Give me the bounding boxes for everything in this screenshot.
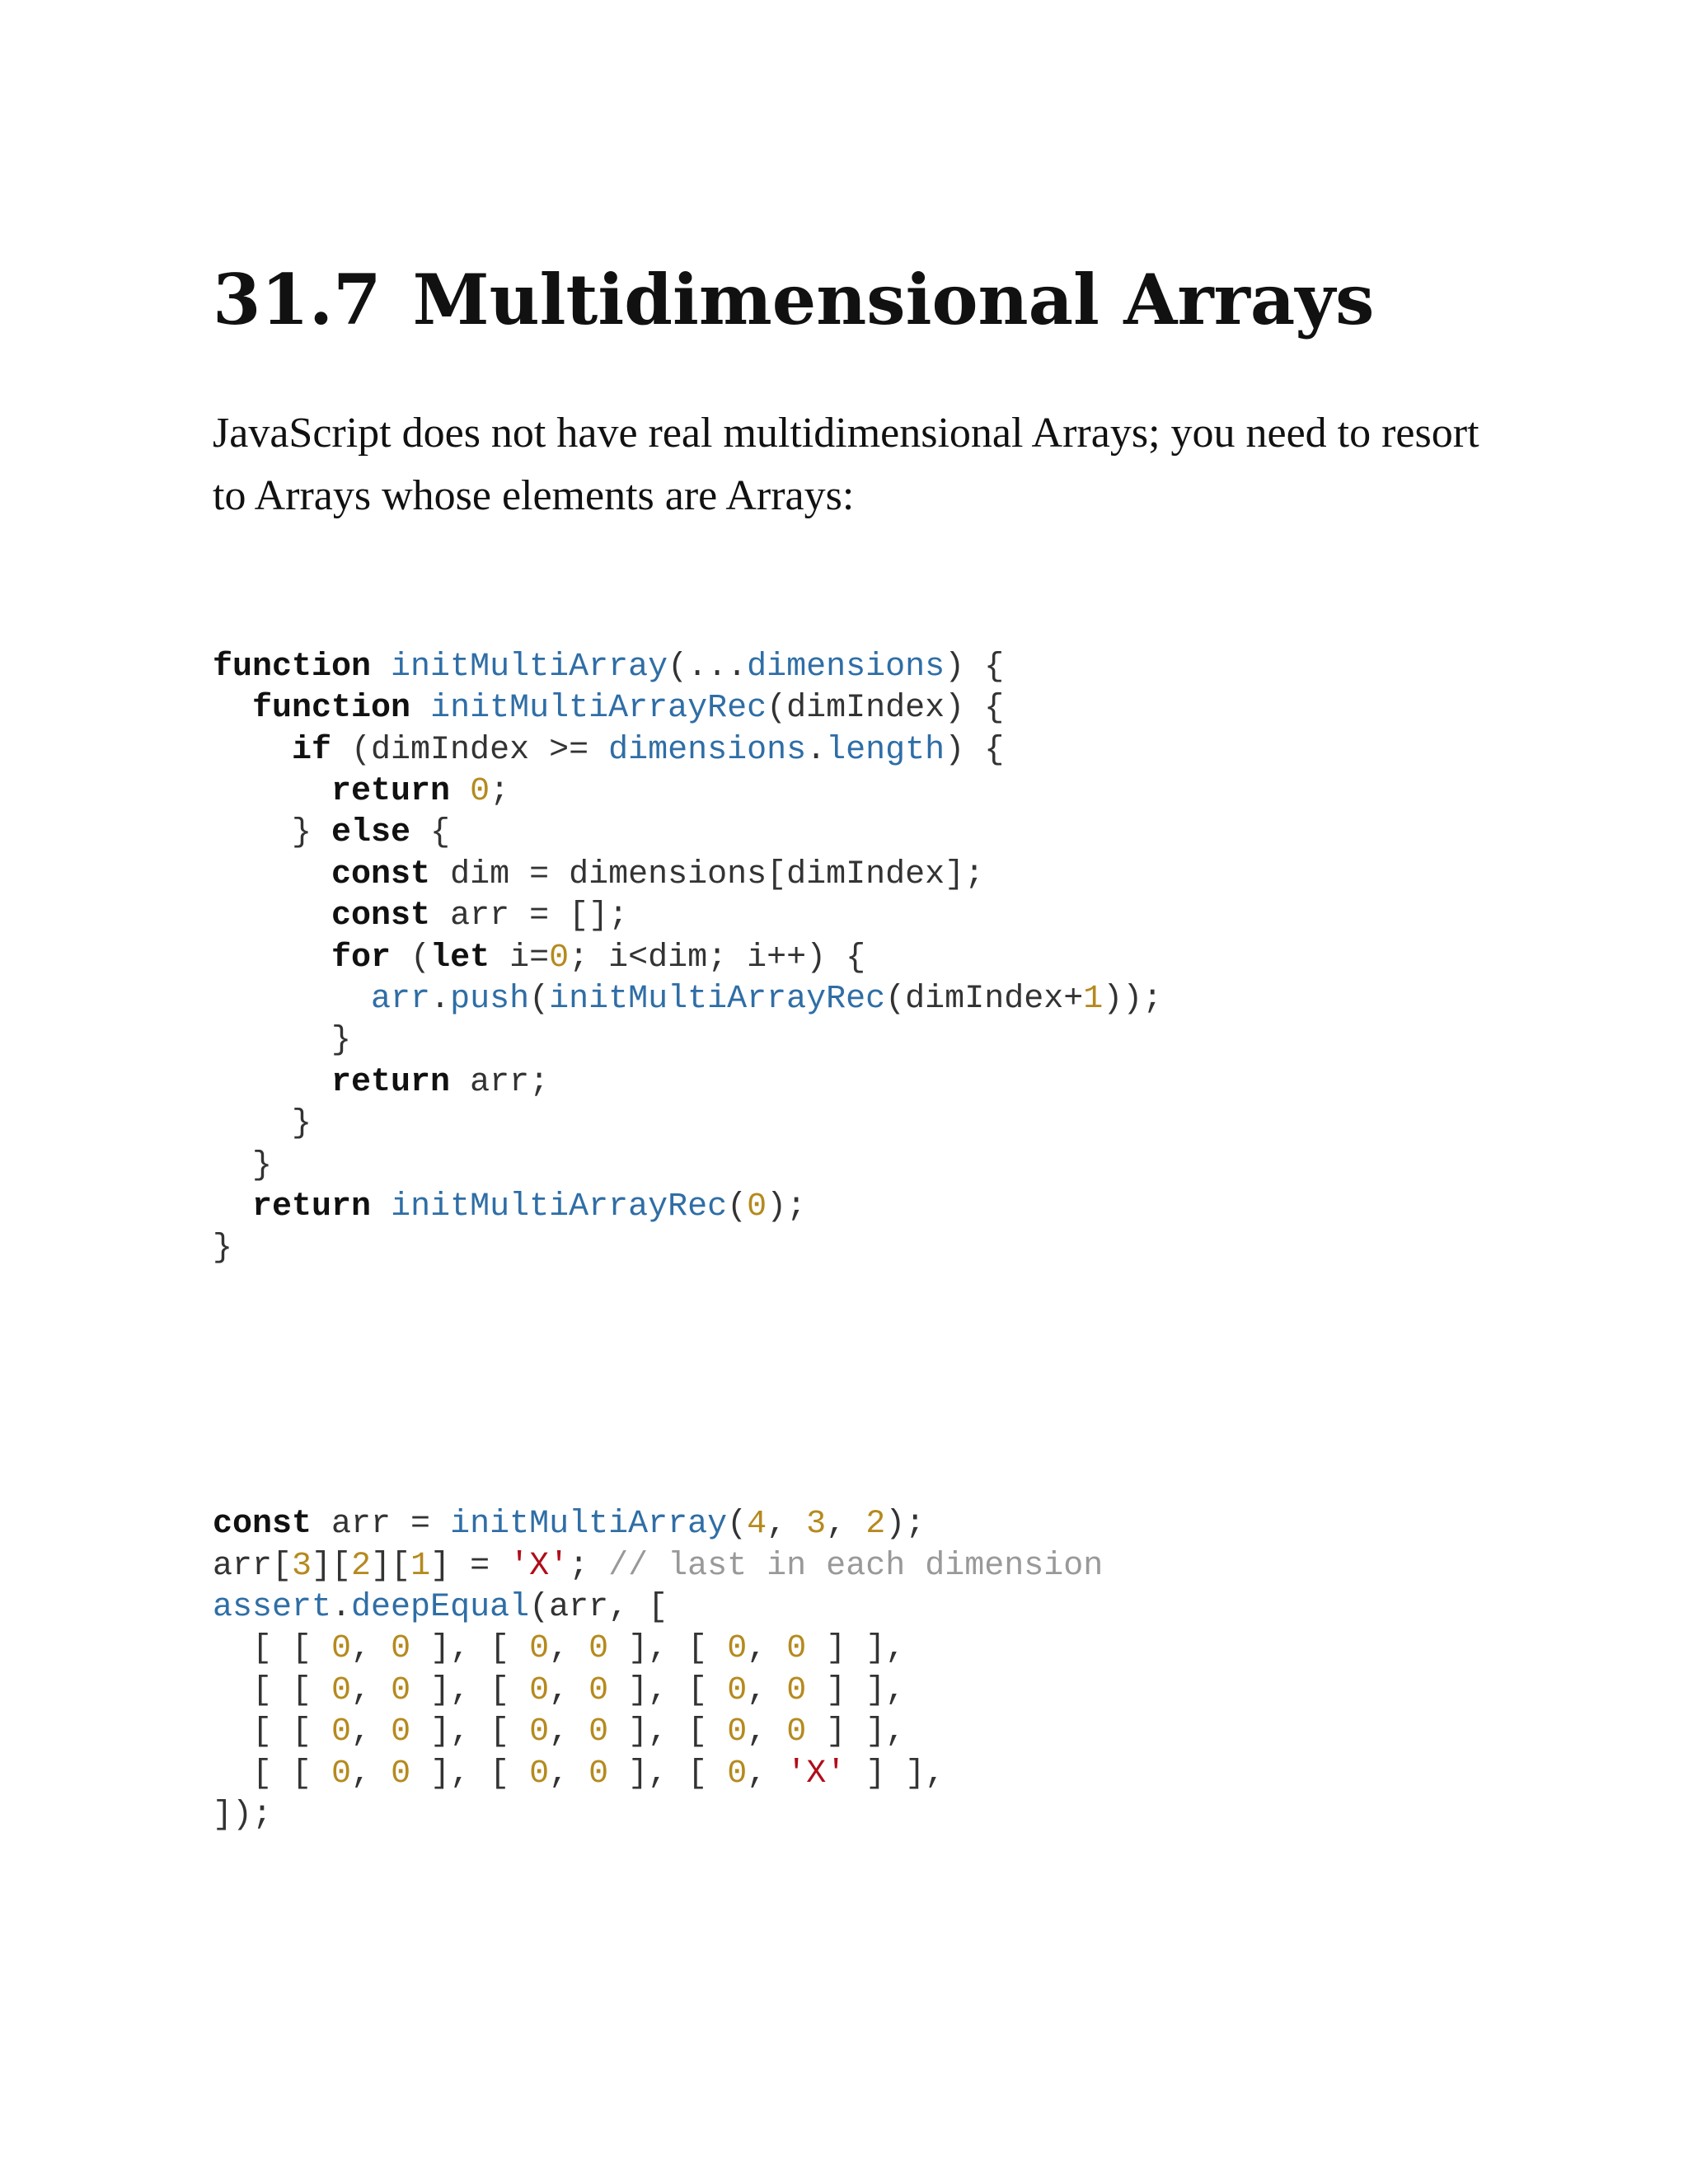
code-token: , xyxy=(747,1713,787,1751)
code-token: 0 xyxy=(786,1630,807,1668)
code-token xyxy=(213,856,331,893)
code-token: 0 xyxy=(727,1755,748,1793)
code-token: 0 xyxy=(331,1713,352,1751)
code-token: 0 xyxy=(588,1713,609,1751)
code-token: [ [ xyxy=(213,1671,332,1709)
code-token: 2 xyxy=(351,1547,372,1585)
code-token: )); xyxy=(1103,980,1163,1018)
code-token xyxy=(410,690,430,727)
code-token: return xyxy=(331,772,451,810)
code-token xyxy=(213,732,292,769)
code-token: } xyxy=(213,1146,273,1184)
code-token: , xyxy=(826,1506,866,1544)
code-token: ], [ xyxy=(608,1755,728,1793)
code-token: ; xyxy=(490,772,510,810)
code-line xyxy=(213,771,1498,813)
code-token: 0 xyxy=(727,1713,748,1751)
code-token: arr[ xyxy=(213,1547,293,1585)
code-token: 3 xyxy=(292,1547,312,1585)
code-token: ] ], xyxy=(846,1755,945,1793)
code-line xyxy=(213,938,1498,979)
code-token: ) { xyxy=(945,731,1005,769)
code-token: , xyxy=(767,1506,807,1544)
code-token: 0 xyxy=(391,1755,411,1793)
code-token: initMultiArrayRec xyxy=(391,1188,728,1226)
code-token xyxy=(213,940,331,977)
code-token: push xyxy=(450,980,530,1018)
code-token: (dimIndex) { xyxy=(767,690,1005,728)
code-token: } xyxy=(213,1105,312,1143)
code-token: ], [ xyxy=(410,1671,530,1709)
code-token xyxy=(371,649,391,686)
code-token: 0 xyxy=(470,772,490,810)
code-token: if xyxy=(292,731,332,769)
code-line xyxy=(213,1546,1498,1587)
code-token: ); xyxy=(885,1506,926,1544)
code-token: ][ xyxy=(312,1547,352,1585)
code-token: arr = []; xyxy=(430,898,629,935)
code-token: arr = xyxy=(312,1506,451,1544)
code-token: 0 xyxy=(529,1755,550,1793)
code-token: function xyxy=(252,690,411,728)
code-token: 2 xyxy=(865,1506,886,1544)
code-token xyxy=(213,981,371,1018)
code-token: 'X' xyxy=(509,1547,570,1585)
code-line xyxy=(213,1795,1498,1836)
code-token: 0 xyxy=(786,1671,807,1709)
code-token: } xyxy=(213,1230,233,1268)
code-token: ], [ xyxy=(410,1713,530,1751)
code-token: 0 xyxy=(331,1630,352,1668)
code-token: } xyxy=(213,814,332,852)
code-token: function xyxy=(213,648,372,686)
code-token: 0 xyxy=(331,1671,352,1709)
code-token: const xyxy=(331,898,431,935)
section-number: 31.7 xyxy=(213,259,382,340)
code-token: [ [ xyxy=(213,1755,332,1793)
code-token: initMultiArray xyxy=(391,648,668,686)
code-token: , xyxy=(747,1671,787,1709)
code-line xyxy=(213,1020,1498,1062)
code-line xyxy=(213,1062,1498,1104)
code-token: , xyxy=(747,1755,787,1793)
code-line xyxy=(213,688,1498,729)
code-token: 0 xyxy=(727,1630,748,1668)
code-token: 0 xyxy=(391,1630,411,1668)
code-line xyxy=(213,1146,1498,1187)
code-token: deepEqual xyxy=(351,1589,530,1627)
code-token: ( xyxy=(391,939,431,977)
code-line xyxy=(213,1187,1498,1228)
code-token: ] ], xyxy=(806,1630,906,1668)
code-line xyxy=(213,647,1498,688)
code-token: ] ], xyxy=(806,1671,906,1709)
page-content xyxy=(213,247,1498,1919)
code-token: , xyxy=(351,1671,392,1709)
code-token xyxy=(213,690,252,727)
code-token: const xyxy=(331,855,431,893)
code-token: 0 xyxy=(588,1671,609,1709)
code-token: , xyxy=(747,1630,787,1668)
code-token: , xyxy=(549,1713,589,1751)
code-line xyxy=(213,813,1498,854)
section-title: Multidimensional Arrays xyxy=(412,259,1375,340)
code-token: . xyxy=(806,731,827,769)
code-token: i= xyxy=(490,939,550,977)
code-token: return xyxy=(252,1188,372,1226)
code-token: 1 xyxy=(1083,980,1104,1018)
code-token: initMultiArrayRec xyxy=(430,690,767,728)
code-token xyxy=(371,1188,391,1226)
code-token xyxy=(450,773,470,810)
code-token: else xyxy=(331,814,411,852)
code-block xyxy=(213,564,1498,1919)
code-line xyxy=(213,1671,1498,1712)
code-line xyxy=(213,1587,1498,1629)
code-line xyxy=(213,1504,1498,1545)
code-token xyxy=(213,1188,252,1226)
code-token: 0 xyxy=(331,1755,352,1793)
code-spacer xyxy=(213,1352,1498,1421)
code-token: 0 xyxy=(529,1671,550,1709)
code-token: ] = xyxy=(430,1547,510,1585)
code-line xyxy=(213,1629,1498,1670)
code-token: } xyxy=(213,1022,352,1060)
code-token: { xyxy=(410,814,451,852)
code-token: . xyxy=(430,980,451,1018)
code-token: ], [ xyxy=(410,1630,530,1668)
code-token: 0 xyxy=(747,1188,767,1226)
code-token: (... xyxy=(668,648,748,686)
code-line xyxy=(213,730,1498,771)
code-token: , xyxy=(549,1630,589,1668)
code-line xyxy=(213,855,1498,896)
code-token: , xyxy=(351,1630,392,1668)
code-token: ); xyxy=(767,1188,807,1226)
code-token: 3 xyxy=(806,1506,827,1544)
code-line xyxy=(213,1104,1498,1145)
code-token: 'X' xyxy=(786,1755,846,1793)
code-token: 0 xyxy=(588,1755,609,1793)
code-line xyxy=(213,1228,1498,1269)
code-line xyxy=(213,1712,1498,1753)
code-token: ], [ xyxy=(608,1671,728,1709)
code-token: ], [ xyxy=(608,1630,728,1668)
code-token: ( xyxy=(727,1506,748,1544)
code-token: for xyxy=(331,939,392,977)
intro-paragraph: JavaScript does not have real multidimensional Arrays; you need to resort to Arrays whose elements are Arrays: xyxy=(213,410,1479,519)
code-token xyxy=(213,1064,331,1101)
code-token: 0 xyxy=(529,1713,550,1751)
code-token: ] ], xyxy=(806,1713,906,1751)
code-token: 0 xyxy=(727,1671,748,1709)
code-snippet-usage xyxy=(213,1504,1498,1836)
code-token: 0 xyxy=(529,1630,550,1668)
code-token: const xyxy=(213,1506,312,1544)
code-token: , xyxy=(549,1755,589,1793)
code-token: arr; xyxy=(450,1063,550,1101)
code-token: 0 xyxy=(391,1713,411,1751)
code-token: (dimIndex+ xyxy=(885,980,1084,1018)
code-token xyxy=(213,773,331,810)
code-token: ]); xyxy=(213,1797,273,1835)
code-token: ; xyxy=(569,1547,609,1585)
code-line xyxy=(213,979,1498,1020)
code-token: . xyxy=(331,1589,352,1627)
code-snippet-function xyxy=(213,647,1498,1270)
code-token: ) { xyxy=(945,648,1005,686)
code-token: length xyxy=(826,731,945,769)
code-token: ( xyxy=(529,980,550,1018)
code-token: , xyxy=(351,1713,392,1751)
code-token: (arr, [ xyxy=(529,1589,668,1627)
code-token: ; i<dim; i++) { xyxy=(569,939,866,977)
code-token: dim = dimensions[dimIndex]; xyxy=(430,855,985,893)
code-token xyxy=(213,898,331,935)
code-token: return xyxy=(331,1063,451,1101)
code-token: assert xyxy=(213,1589,332,1627)
code-token: [ [ xyxy=(213,1713,332,1751)
code-token: 1 xyxy=(410,1547,431,1585)
code-token: arr xyxy=(371,980,431,1018)
code-token: dimensions xyxy=(608,731,807,769)
code-token: 0 xyxy=(786,1713,807,1751)
code-token: dimensions xyxy=(747,648,945,686)
code-token: 0 xyxy=(588,1630,609,1668)
code-token: ][ xyxy=(371,1547,411,1585)
code-line xyxy=(213,1754,1498,1795)
code-token: 0 xyxy=(391,1671,411,1709)
code-token: [ [ xyxy=(213,1630,332,1668)
code-token: , xyxy=(549,1671,589,1709)
code-token: // last in each dimension xyxy=(608,1547,1104,1585)
code-token: let xyxy=(430,939,490,977)
code-token: 4 xyxy=(747,1506,767,1544)
section-heading xyxy=(213,247,1498,353)
code-token: ], [ xyxy=(410,1755,530,1793)
code-token: ( xyxy=(727,1188,748,1226)
code-token: ], [ xyxy=(608,1713,728,1751)
code-token: initMultiArray xyxy=(450,1506,728,1544)
code-line xyxy=(213,896,1498,937)
code-token: (dimIndex >= xyxy=(331,731,609,769)
code-token: initMultiArrayRec xyxy=(549,980,886,1018)
code-token: 0 xyxy=(549,939,570,977)
code-token: , xyxy=(351,1755,392,1793)
